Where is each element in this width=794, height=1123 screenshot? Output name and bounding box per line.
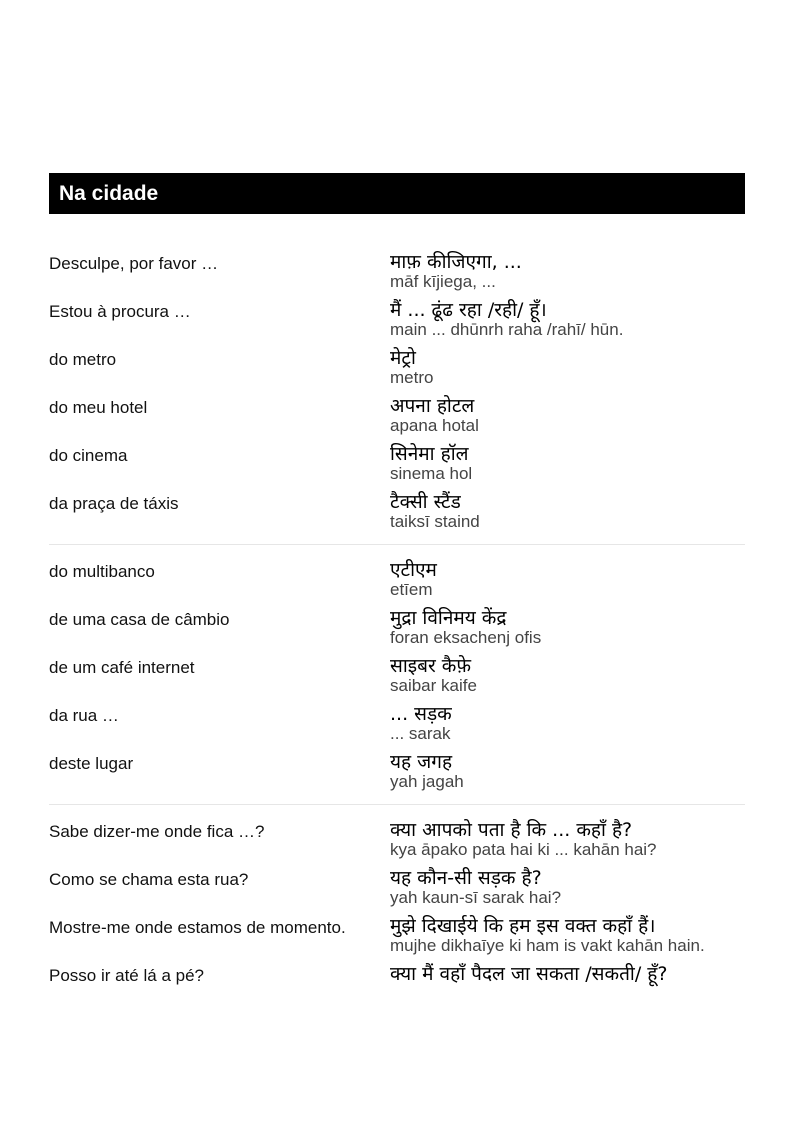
transliteration: ... sarak xyxy=(390,724,451,743)
phrase-row xyxy=(49,656,745,704)
transliteration: mujhe dikhaīye ki ham is vakt kahān hain. xyxy=(390,936,705,955)
hindi-phrase: यह जगह xyxy=(390,751,453,773)
portuguese-phrase: Estou à procura … xyxy=(49,302,191,321)
transliteration: etīem xyxy=(390,580,433,599)
phrase-row xyxy=(49,752,745,800)
translation xyxy=(390,752,745,792)
transliteration: foran eksachenj ofis xyxy=(390,628,542,647)
portuguese-phrase: do cinema xyxy=(49,446,128,465)
translation xyxy=(390,300,745,340)
transliteration: māf kījiega, ... xyxy=(390,272,496,291)
portuguese-phrase: do multibanco xyxy=(49,562,155,581)
transliteration: yah kaun-sī sarak hai? xyxy=(390,888,562,907)
portuguese-phrase: da rua … xyxy=(49,706,119,725)
translation xyxy=(390,704,745,744)
portuguese-phrase: de um café internet xyxy=(49,658,195,677)
hindi-phrase: अपना होटल xyxy=(390,395,475,417)
transliteration: kya āpako pata hai ki ... kahān hai? xyxy=(390,840,657,859)
hindi-phrase: क्या आपको पता है कि ... कहाँ है? xyxy=(390,819,633,841)
phrase-row xyxy=(49,300,745,348)
portuguese-phrase: Sabe dizer-me onde fica …? xyxy=(49,822,265,841)
portuguese-phrase: do meu hotel xyxy=(49,398,148,417)
portuguese-phrase: Mostre-me onde estamos de momento. xyxy=(49,918,346,937)
transliteration: main ... dhūnrh raha /rahī/ hūn. xyxy=(390,320,624,339)
hindi-phrase: मुझे दिखाईये कि हम इस वक्त कहाँ हैं। xyxy=(390,915,656,937)
phrase-row xyxy=(49,868,745,916)
translation xyxy=(390,560,745,600)
phrase-row xyxy=(49,492,745,540)
hindi-phrase: मेट्रो xyxy=(390,347,416,369)
portuguese-phrase: Desculpe, por favor … xyxy=(49,254,219,273)
portuguese-phrase: do metro xyxy=(49,350,117,369)
phrase-row xyxy=(49,916,745,964)
translation xyxy=(390,868,745,908)
group-divider xyxy=(49,804,745,805)
translation xyxy=(390,820,745,860)
transliteration: metro xyxy=(390,368,434,387)
phrase-row xyxy=(49,820,745,868)
phrase-group xyxy=(49,252,745,540)
phrase-row xyxy=(49,560,745,608)
translation xyxy=(390,348,745,388)
transliteration: sinema hol xyxy=(390,464,473,483)
hindi-phrase: क्या मैं वहाँ पैदल जा सकता /सकती/ हूँ? xyxy=(390,963,668,985)
phrase-list xyxy=(49,252,745,1012)
hindi-phrase: माफ़ कीजिएगा, ... xyxy=(390,251,522,273)
translation xyxy=(390,964,745,984)
phrase-row xyxy=(49,444,745,492)
transliteration: taiksī staind xyxy=(390,512,480,531)
portuguese-phrase: Como se chama esta rua? xyxy=(49,870,249,889)
transliteration: saibar kaife xyxy=(390,676,477,695)
hindi-phrase: टैक्सी स्टैंड xyxy=(390,491,461,513)
hindi-phrase: यह कौन-सी सड़क है? xyxy=(390,867,542,889)
section-title: Na cidade xyxy=(59,182,159,205)
phrase-row xyxy=(49,964,745,1012)
phrase-row xyxy=(49,704,745,752)
portuguese-phrase: Posso ir até lá a pé? xyxy=(49,966,204,985)
hindi-phrase: ... सड़क xyxy=(390,703,452,725)
phrase-row xyxy=(49,608,745,656)
phrase-row xyxy=(49,396,745,444)
hindi-phrase: एटीएम xyxy=(390,559,437,581)
portuguese-phrase: de uma casa de câmbio xyxy=(49,610,230,629)
transliteration: yah jagah xyxy=(390,772,464,791)
section-title-bar xyxy=(49,173,745,214)
hindi-phrase: मैं ... ढूंढ रहा /रही/ हूँ। xyxy=(390,299,547,321)
translation xyxy=(390,252,745,292)
translation xyxy=(390,492,745,532)
phrase-row xyxy=(49,252,745,300)
portuguese-phrase: deste lugar xyxy=(49,754,134,773)
hindi-phrase: मुद्रा विनिमय केंद्र xyxy=(390,607,507,629)
translation xyxy=(390,916,745,956)
hindi-phrase: साइबर कैफ़े xyxy=(390,655,471,677)
transliteration: apana hotal xyxy=(390,416,479,435)
phrase-group xyxy=(49,560,745,800)
phrase-row xyxy=(49,348,745,396)
translation xyxy=(390,656,745,696)
hindi-phrase: सिनेमा हॉल xyxy=(390,443,469,465)
phrase-group xyxy=(49,820,745,1012)
group-divider xyxy=(49,544,745,545)
translation xyxy=(390,608,745,648)
translation xyxy=(390,396,745,436)
translation xyxy=(390,444,745,484)
portuguese-phrase: da praça de táxis xyxy=(49,494,179,513)
